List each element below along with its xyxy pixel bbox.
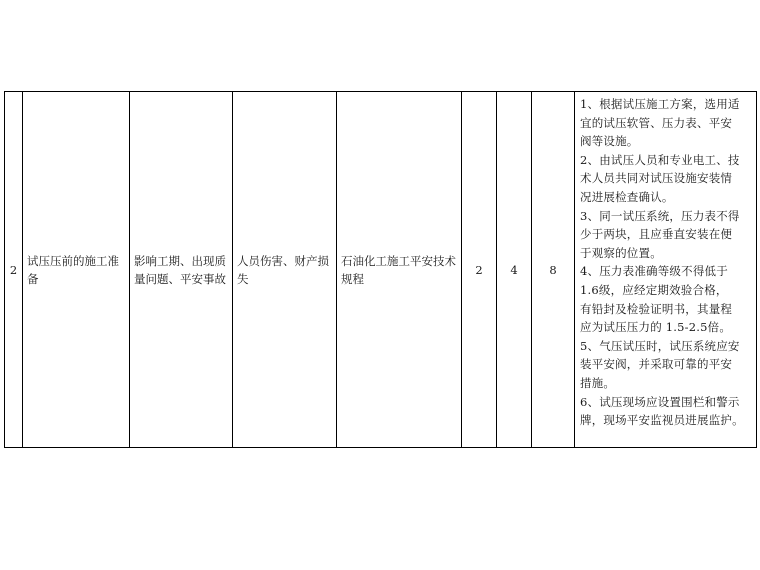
measure-line: 2、由试压人员和专业电工、技 — [580, 152, 740, 167]
activity-cell: 试压压前的施工准备 — [23, 92, 130, 448]
measure-line: 牌，现场平安监视员进展监护。 — [580, 413, 744, 428]
measure-line: 阀等设施。 — [580, 134, 639, 149]
measure-line: 1、根据试压施工方案，选用适 — [580, 97, 740, 111]
risk-assessment-table — [4, 91, 757, 448]
risk-score-cell: 8 — [532, 92, 575, 448]
measure-line: 1.6级，应经定期效验合格， — [580, 282, 728, 297]
measure-line: 措施。 — [580, 375, 616, 390]
measure-line: 4、压力表准确等级不得低于 — [580, 264, 728, 279]
consequence-cell: 人员伤害、财产损失 — [233, 92, 337, 448]
measure-line: 6、试压现场应设置围栏和警示 — [580, 394, 740, 409]
measure-line: 装平安阀，并采取可靠的平安 — [580, 357, 733, 372]
severity-cell: 4 — [497, 92, 532, 448]
measure-line: 有铅封及检验证明书，其量程 — [580, 301, 733, 316]
measure-line: 宜的试压软管、压力表、平安 — [580, 115, 733, 130]
measure-line: 术人员共同对试压设施安装情 — [580, 171, 733, 186]
measure-line: 于观察的位置。 — [580, 245, 662, 260]
hazard-cell: 影响工期、出现质量问题、平安事故 — [130, 92, 233, 448]
likelihood-cell: 2 — [462, 92, 497, 448]
measure-line: 少于两块，且应垂直安装在便 — [580, 227, 733, 242]
measure-line: 3、同一试压系统，压力表不得 — [580, 208, 740, 223]
standard-cell: 石油化工施工平安技术规程 — [337, 92, 462, 448]
row-number: 2 — [5, 92, 23, 448]
measure-line: 5、气压试压时，试压系统应安 — [580, 338, 740, 353]
table-row — [5, 92, 757, 448]
control-measures-cell — [575, 92, 757, 448]
measure-line: 况进展检查确认。 — [580, 189, 674, 204]
measure-line: 应为试压压力的 1.5-2.5倍。 — [580, 320, 732, 335]
